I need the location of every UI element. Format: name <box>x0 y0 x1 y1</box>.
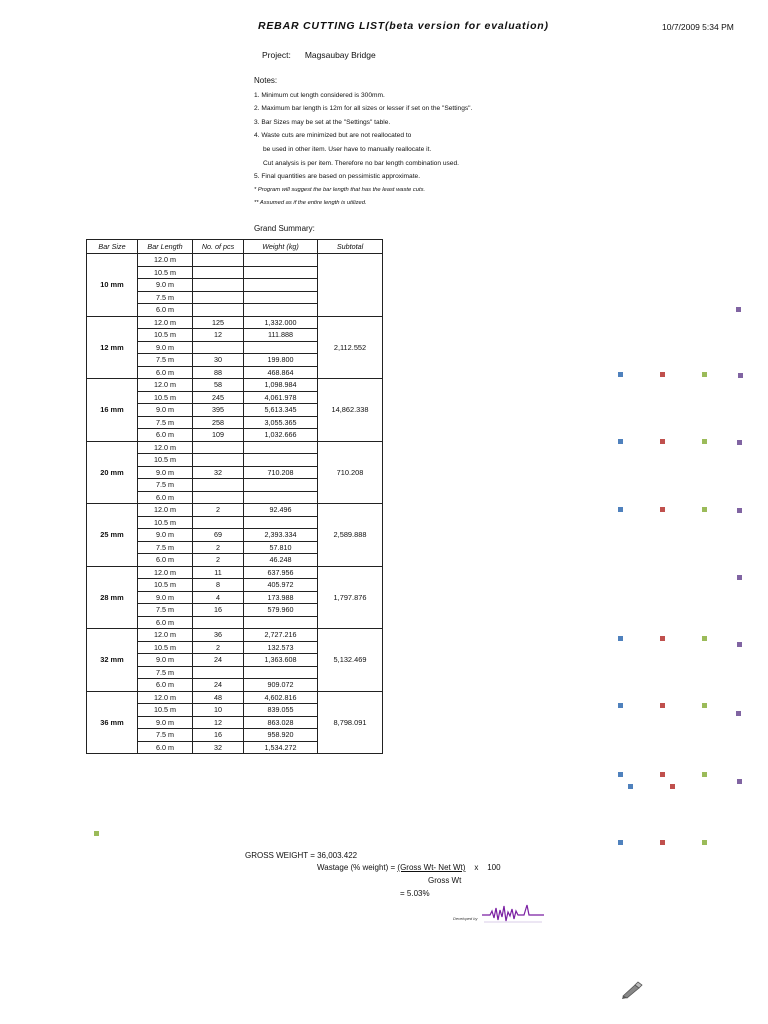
marker-square <box>618 636 623 641</box>
marker-square <box>660 507 665 512</box>
weight-cell <box>244 341 318 354</box>
pcs-cell: 58 <box>193 379 244 392</box>
pcs-cell: 16 <box>193 604 244 617</box>
subtotal-cell: 2,589.888 <box>318 504 383 567</box>
header-bar-size: Bar Size <box>87 240 138 254</box>
pcs-cell: 16 <box>193 729 244 742</box>
weight-cell: 1,332.000 <box>244 316 318 329</box>
marker-square <box>618 507 623 512</box>
note-footnote: ** Assumed as if the entire length is utilized. <box>254 200 367 207</box>
pcs-cell: 88 <box>193 366 244 379</box>
length-cell: 12.0 m <box>138 566 193 579</box>
marker-square <box>702 772 707 777</box>
marker-square <box>736 307 741 312</box>
weight-cell: 2,727.216 <box>244 629 318 642</box>
pcs-cell <box>193 454 244 467</box>
weight-cell: 3,055.365 <box>244 416 318 429</box>
bar-size-cell: 20 mm <box>87 441 138 504</box>
length-cell: 7.5 m <box>138 479 193 492</box>
document-title: REBAR CUTTING LIST(beta version for evaluation) <box>258 20 549 32</box>
weight-cell <box>244 254 318 267</box>
pcs-cell: 10 <box>193 704 244 717</box>
subtotal-cell: 710.208 <box>318 441 383 504</box>
pcs-cell: 258 <box>193 416 244 429</box>
marker-square <box>738 373 743 378</box>
length-cell: 9.0 m <box>138 404 193 417</box>
subtotal-cell: 8,798.091 <box>318 691 383 754</box>
pcs-cell: 48 <box>193 691 244 704</box>
wastage-label: Wastage (% weight) = <box>317 863 396 872</box>
developer-logo <box>482 902 546 926</box>
length-cell: 7.5 m <box>138 416 193 429</box>
pen-icon <box>620 980 644 1000</box>
weight-cell: 2,393.334 <box>244 529 318 542</box>
length-cell: 10.5 m <box>138 391 193 404</box>
length-cell: 10.5 m <box>138 704 193 717</box>
marker-square <box>618 703 623 708</box>
marker-square <box>660 636 665 641</box>
marker-square <box>702 439 707 444</box>
header-subtotal: Subtotal <box>318 240 383 254</box>
length-cell: 12.0 m <box>138 629 193 642</box>
length-cell: 10.5 m <box>138 579 193 592</box>
length-cell: 6.0 m <box>138 304 193 317</box>
table-row <box>87 316 383 329</box>
pcs-cell: 32 <box>193 741 244 754</box>
marker-square <box>660 840 665 845</box>
length-cell: 10.5 m <box>138 266 193 279</box>
marker-square <box>702 372 707 377</box>
length-cell: 9.0 m <box>138 466 193 479</box>
pcs-cell <box>193 279 244 292</box>
note-line: 1. Minimum cut length considered is 300mm. <box>254 91 385 99</box>
table-header-row <box>87 240 383 254</box>
grand-summary-title: Grand Summary: <box>254 224 315 233</box>
marker-square <box>628 784 633 789</box>
marker-square <box>660 703 665 708</box>
header-no-of-pcs: No. of pcs <box>193 240 244 254</box>
length-cell: 7.5 m <box>138 729 193 742</box>
length-cell: 7.5 m <box>138 604 193 617</box>
length-cell: 9.0 m <box>138 529 193 542</box>
length-cell: 6.0 m <box>138 741 193 754</box>
weight-cell: 4,061.978 <box>244 391 318 404</box>
length-cell: 9.0 m <box>138 716 193 729</box>
length-cell: 6.0 m <box>138 491 193 504</box>
pcs-cell: 2 <box>193 504 244 517</box>
length-cell: 6.0 m <box>138 616 193 629</box>
note-line: 2. Maximum bar length is 12m for all sizes or lesser if set on the "Settings". <box>254 105 473 113</box>
project-name: Magsaubay Bridge <box>304 50 376 60</box>
marker-square <box>660 439 665 444</box>
pcs-cell <box>193 266 244 279</box>
length-cell: 12.0 m <box>138 254 193 267</box>
length-cell: 7.5 m <box>138 666 193 679</box>
subtotal-cell <box>318 254 383 317</box>
length-cell: 9.0 m <box>138 591 193 604</box>
wastage-percent: = 5.03% <box>400 889 430 898</box>
pcs-cell <box>193 291 244 304</box>
weight-cell <box>244 479 318 492</box>
pcs-cell <box>193 666 244 679</box>
note-line: 3. Bar Sizes may be set at the "Settings" table. <box>254 118 391 126</box>
length-cell: 7.5 m <box>138 541 193 554</box>
marker-square <box>702 840 707 845</box>
pcs-cell <box>193 304 244 317</box>
pcs-cell <box>193 479 244 492</box>
marker-square <box>737 440 742 445</box>
subtotal-cell: 14,862.338 <box>318 379 383 442</box>
bar-size-cell: 25 mm <box>87 504 138 567</box>
weight-cell <box>244 441 318 454</box>
length-cell: 9.0 m <box>138 279 193 292</box>
length-cell: 9.0 m <box>138 341 193 354</box>
pcs-cell: 2 <box>193 641 244 654</box>
length-cell: 12.0 m <box>138 504 193 517</box>
pcs-cell <box>193 491 244 504</box>
weight-cell: 579.960 <box>244 604 318 617</box>
weight-cell: 637.956 <box>244 566 318 579</box>
marker-square <box>737 779 742 784</box>
weight-cell: 92.496 <box>244 504 318 517</box>
table-row <box>87 379 383 392</box>
pcs-cell <box>193 441 244 454</box>
bar-size-cell: 28 mm <box>87 566 138 629</box>
weight-cell: 5,613.345 <box>244 404 318 417</box>
weight-cell <box>244 616 318 629</box>
length-cell: 12.0 m <box>138 441 193 454</box>
pcs-cell: 12 <box>193 716 244 729</box>
length-cell: 12.0 m <box>138 691 193 704</box>
weight-cell: 199.800 <box>244 354 318 367</box>
note-line: 4. Waste cuts are minimized but are not reallocated to <box>254 132 412 140</box>
weight-cell: 46.248 <box>244 554 318 567</box>
marker-square <box>736 711 741 716</box>
marker-square <box>94 831 99 836</box>
table-row <box>87 504 383 517</box>
pcs-cell: 36 <box>193 629 244 642</box>
marker-square <box>737 575 742 580</box>
note-footnote: * Program will suggest the bar length that has the least waste cuts. <box>254 186 426 193</box>
weight-cell: 1,363.608 <box>244 654 318 667</box>
weight-cell: 1,534.272 <box>244 741 318 754</box>
weight-cell: 173.988 <box>244 591 318 604</box>
note-line: be used in other item. User have to manually reallocate it. <box>263 145 432 153</box>
wastage-numerator: (Gross Wt- Net Wt) <box>397 863 466 872</box>
length-cell: 10.5 m <box>138 454 193 467</box>
pcs-cell: 11 <box>193 566 244 579</box>
weight-cell: 468.864 <box>244 366 318 379</box>
length-cell: 6.0 m <box>138 679 193 692</box>
weight-cell <box>244 291 318 304</box>
weight-cell: 710.208 <box>244 466 318 479</box>
marker-square <box>670 784 675 789</box>
weight-cell: 909.072 <box>244 679 318 692</box>
weight-cell: 1,098.984 <box>244 379 318 392</box>
table-row <box>87 254 383 267</box>
subtotal-cell: 5,132.469 <box>318 629 383 692</box>
pcs-cell: 69 <box>193 529 244 542</box>
bar-size-cell: 10 mm <box>87 254 138 317</box>
table-row <box>87 441 383 454</box>
weight-cell: 4,602.816 <box>244 691 318 704</box>
marker-square <box>702 507 707 512</box>
pcs-cell: 8 <box>193 579 244 592</box>
weight-cell <box>244 304 318 317</box>
header-bar-length: Bar Length <box>138 240 193 254</box>
project-label: Project: <box>262 50 291 60</box>
pcs-cell <box>193 516 244 529</box>
length-cell: 6.0 m <box>138 429 193 442</box>
length-cell: 10.5 m <box>138 641 193 654</box>
length-cell: 7.5 m <box>138 291 193 304</box>
pcs-cell: 4 <box>193 591 244 604</box>
wastage-hundred: 100 <box>487 863 501 872</box>
developed-by-label: Developed by <box>453 916 478 921</box>
pcs-cell: 12 <box>193 329 244 342</box>
pcs-cell: 245 <box>193 391 244 404</box>
weight-cell: 57.810 <box>244 541 318 554</box>
notes-title: Notes: <box>254 76 278 85</box>
weight-cell: 839.055 <box>244 704 318 717</box>
wastage-denominator: Gross Wt <box>428 876 462 885</box>
marker-square <box>618 840 623 845</box>
marker-square <box>618 772 623 777</box>
marker-square <box>660 772 665 777</box>
length-cell: 9.0 m <box>138 654 193 667</box>
gross-weight: GROSS WEIGHT = 36,003.422 <box>245 851 358 860</box>
weight-cell: 863.028 <box>244 716 318 729</box>
weight-cell <box>244 491 318 504</box>
marker-square <box>618 439 623 444</box>
subtotal-cell: 1,797.876 <box>318 566 383 629</box>
pcs-cell: 30 <box>193 354 244 367</box>
weight-cell: 111.888 <box>244 329 318 342</box>
grand-summary-body <box>87 254 383 754</box>
marker-square <box>737 642 742 647</box>
bar-size-cell: 16 mm <box>87 379 138 442</box>
notes-block <box>254 74 472 211</box>
pcs-cell <box>193 616 244 629</box>
marker-square <box>618 372 623 377</box>
print-datestamp: 10/7/2009 5:34 PM <box>662 22 734 32</box>
marker-square <box>702 703 707 708</box>
pcs-cell: 32 <box>193 466 244 479</box>
weight-cell: 1,032.666 <box>244 429 318 442</box>
project-line <box>262 50 376 60</box>
note-line: Cut analysis is per item. Therefore no bar length combination used. <box>263 159 459 167</box>
pcs-cell: 24 <box>193 679 244 692</box>
length-cell: 10.5 m <box>138 329 193 342</box>
length-cell: 12.0 m <box>138 316 193 329</box>
pcs-cell <box>193 341 244 354</box>
marker-square <box>702 636 707 641</box>
pcs-cell: 109 <box>193 429 244 442</box>
pcs-cell: 2 <box>193 541 244 554</box>
table-row <box>87 566 383 579</box>
weight-cell: 958.920 <box>244 729 318 742</box>
subtotal-cell: 2,112.552 <box>318 316 383 379</box>
length-cell: 6.0 m <box>138 366 193 379</box>
header-weight: Weight (kg) <box>244 240 318 254</box>
bar-size-cell: 36 mm <box>87 691 138 754</box>
length-cell: 12.0 m <box>138 379 193 392</box>
length-cell: 6.0 m <box>138 554 193 567</box>
weight-cell <box>244 666 318 679</box>
weight-cell: 132.573 <box>244 641 318 654</box>
pcs-cell <box>193 254 244 267</box>
weight-cell <box>244 454 318 467</box>
bar-size-cell: 32 mm <box>87 629 138 692</box>
table-row <box>87 629 383 642</box>
pcs-cell: 2 <box>193 554 244 567</box>
bar-size-cell: 12 mm <box>87 316 138 379</box>
table-row <box>87 691 383 704</box>
wastage-times: x <box>474 863 479 872</box>
note-line: 5. Final quantities are based on pessimistic approximate. <box>254 173 421 181</box>
length-cell: 7.5 m <box>138 354 193 367</box>
weight-cell: 405.972 <box>244 579 318 592</box>
grand-summary-table <box>86 239 383 754</box>
pcs-cell: 24 <box>193 654 244 667</box>
length-cell: 10.5 m <box>138 516 193 529</box>
marker-square <box>660 372 665 377</box>
pcs-cell: 125 <box>193 316 244 329</box>
weight-cell <box>244 266 318 279</box>
marker-square <box>737 508 742 513</box>
weight-cell <box>244 516 318 529</box>
pcs-cell: 395 <box>193 404 244 417</box>
weight-cell <box>244 279 318 292</box>
wastage-formula <box>317 863 501 872</box>
